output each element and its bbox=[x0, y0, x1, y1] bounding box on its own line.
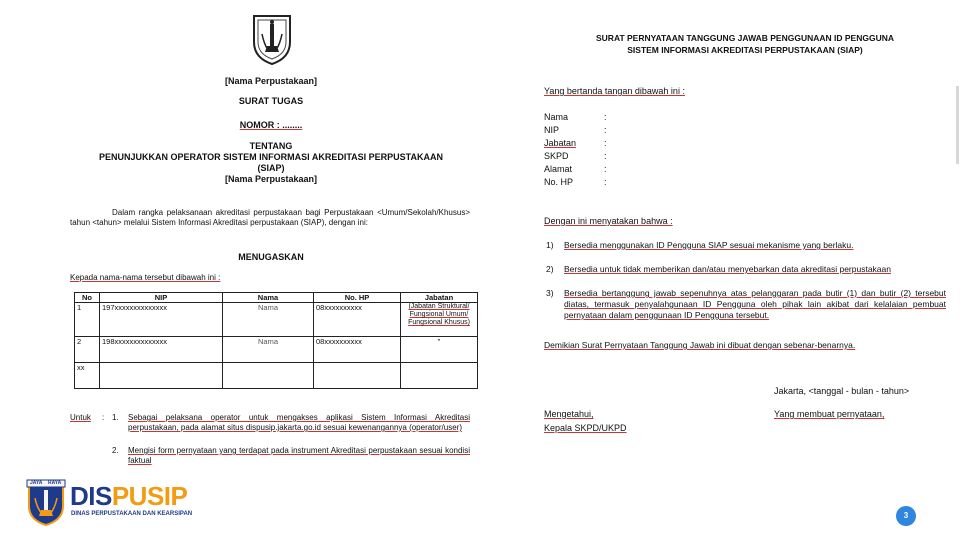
brand-dis: DIS bbox=[70, 481, 112, 511]
untuk-item-2: Mengisi form pernyataan yang terdapat pada instrument Akreditasi perpustakaan sesuai kondisi faktual bbox=[128, 446, 470, 465]
badge-right-text: RAYA bbox=[48, 480, 62, 486]
cell-jabatan bbox=[401, 363, 478, 389]
subject-line-2: (SIAP) bbox=[257, 163, 285, 173]
statement-item-1: 1) Bersedia menggunakan ID Pengguna SIAP sesuai mekanisme yang berlaku. bbox=[546, 240, 854, 250]
badge-left-text: JAYA bbox=[30, 480, 43, 486]
statement-intro: Yang bertanda tangan dibawah ini : bbox=[544, 86, 685, 96]
cell-hp: 08xxxxxxxxxx bbox=[314, 303, 401, 337]
statement-item-3: 3) Bersedia bertanggung jawab sepenuhnya atas pelanggaran pada butir (1) dan butir (2) tersebut diatas, termasuk penyalahgunaan ID Pengguna oleh pihak lain akibat dari kelalaian pembuat pernyataan dalam penggunaan ID Pengguna tersebut. bbox=[546, 288, 946, 320]
doc-title: SURAT TUGAS bbox=[238, 96, 304, 106]
cell-hp: 08xxxxxxxxxx bbox=[314, 337, 401, 363]
place-date: Jakarta, <tanggal - bulan - tahun> bbox=[774, 386, 910, 396]
cell-no: 1 bbox=[75, 303, 100, 337]
page-number-badge bbox=[896, 506, 916, 526]
surat-pernyataan-page bbox=[536, 22, 954, 442]
cell-nip bbox=[100, 363, 223, 389]
cell-no: xx bbox=[75, 363, 100, 389]
page-edge-divider bbox=[956, 86, 959, 164]
dki-emblem-icon bbox=[250, 12, 294, 66]
cell-nip: 197xxxxxxxxxxxxxx bbox=[100, 303, 223, 337]
field-skpd: SKPD : bbox=[544, 151, 607, 161]
untuk-item-1: Sebagai pelaksana operator untuk mengakses aplikasi Sistem Informasi Akreditasi perpustakaan, pada alamat situs dispusip.jakarta.go.id sesuai kewenangannya (operator/user) bbox=[128, 413, 470, 432]
nomor: NOMOR : ........ bbox=[239, 120, 303, 130]
cell-no: 2 bbox=[75, 337, 100, 363]
table-header-row bbox=[75, 293, 478, 303]
intro-paragraph: Dalam rangka pelaksanaan akreditasi perpustakaan bagi Perpustakaan <Umum/Sekolah/Khusus> tahun <tahun> melalui Sistem Informasi Akreditasi perpustakaan (SIAP), dengan ini: bbox=[70, 208, 470, 227]
subject-line-3: [Nama Perpustakaan] bbox=[224, 174, 318, 184]
mengetahui: Mengetahui, bbox=[544, 409, 594, 419]
field-jabatan: Jabatan : bbox=[544, 138, 607, 148]
statement-title-1: SURAT PERNYATAAN TANGGUNG JAWAB PENGGUNAAN ID PENGGUNA bbox=[596, 33, 894, 43]
cell-hp bbox=[314, 363, 401, 389]
col-no: No bbox=[75, 293, 100, 303]
cell-jabatan: (Jabatan Struktural/ Fungsional Umum/ Fungsional Khusus) bbox=[401, 303, 478, 337]
menugaskan-heading: MENUGASKAN bbox=[238, 252, 304, 262]
closing-line: Demikian Surat Pernyataan Tanggung Jawab ini dibuat dengan sebenar-benarnya. bbox=[544, 340, 856, 350]
table-row bbox=[75, 337, 478, 363]
page-number: 3 bbox=[903, 511, 909, 520]
table-row bbox=[75, 303, 478, 337]
surat-tugas-page: [Nama Perpustakaan] SURAT TUGAS NOMOR : ........ TENTANG PENUNJUKKAN OPERATOR SISTEM INFORMASI AKREDITASI PERPUSTAKAAN (SIAP) [Nama Perpustakaan] Dalam rangka pelaksanaan akreditasi perpustakaan bagi Perpustakaan <Umum/Sekolah/Khusus> tahun <tahun> melalui Sistem Informasi Akreditasi perpustakaan (SIAP), dengan ini: MENUGASKAN Kepada nama-nama tersebut dibawah ini : No NIP Nama No. HP Jabatan 1 197xxxxxxxxxxxxxx Nama 08xxxxxxxxxx (Jabatan Struktural/ Fungsional Umum/ Fungsional Khusus) 2 198xxxxxxxxxxxxxx Nama 08xxxxxxxxxx " xx Untuk : 1. Sebagai pelaksana operator untuk mengakses aplikasi Sistem Informasi Akreditasi perpustakaan, pada alamat situs dispusip.jakarta.go.id sesuai kewenangannya (operator/user) 2. Mengisi form pernyataan yang terdapat pada instrument Akreditasi perpustakaan sesuai kondisi faktual bbox=[62, 10, 480, 460]
org-name: [Nama Perpustakaan] bbox=[224, 76, 318, 86]
col-jabatan: Jabatan bbox=[401, 293, 478, 303]
brand-pusip: PUSIP bbox=[111, 481, 188, 511]
field-no-hp: No. HP : bbox=[544, 177, 607, 187]
cell-nama: Nama bbox=[223, 337, 314, 363]
col-hp: No. HP bbox=[314, 293, 401, 303]
statement-item-2: 2) Bersedia untuk tidak memberikan dan/atau menyebarkan data akreditasi perpustakaan bbox=[546, 264, 891, 274]
field-alamat: Alamat : bbox=[544, 164, 607, 174]
brand-subtitle: DINAS PERPUSTAKAAN DAN KEARSIPAN bbox=[71, 511, 193, 517]
cell-nama bbox=[223, 363, 314, 389]
pembuat-label: Yang membuat pernyataan, bbox=[774, 409, 885, 419]
col-nip: NIP bbox=[100, 293, 223, 303]
statement-title-2: SISTEM INFORMASI AKREDITASI PERPUSTAKAAN (SIAP) bbox=[627, 45, 863, 55]
table-row bbox=[75, 363, 478, 389]
identity-fields bbox=[544, 111, 607, 189]
field-nip: NIP : bbox=[544, 125, 607, 135]
officer-table bbox=[74, 292, 478, 389]
tentang-heading: TENTANG bbox=[249, 141, 293, 151]
cell-nama: Nama bbox=[223, 303, 314, 337]
cell-jabatan: " bbox=[401, 337, 478, 363]
cell-nip: 198xxxxxxxxxxxxxx bbox=[100, 337, 223, 363]
declare-line: Dengan ini menyatakan bahwa : bbox=[544, 216, 673, 226]
subject-line-1: PENUNJUKKAN OPERATOR SISTEM INFORMASI AKREDITASI PERPUSTAKAAN bbox=[98, 152, 444, 162]
field-nama: Nama : bbox=[544, 112, 607, 122]
untuk-label: Untuk bbox=[70, 413, 91, 422]
dispusip-logo bbox=[26, 478, 226, 528]
kepada-line: Kepada nama-nama tersebut dibawah ini : bbox=[70, 273, 221, 282]
kepala-skpd: Kepala SKPD/UKPD bbox=[544, 423, 627, 433]
col-nama: Nama bbox=[223, 293, 314, 303]
